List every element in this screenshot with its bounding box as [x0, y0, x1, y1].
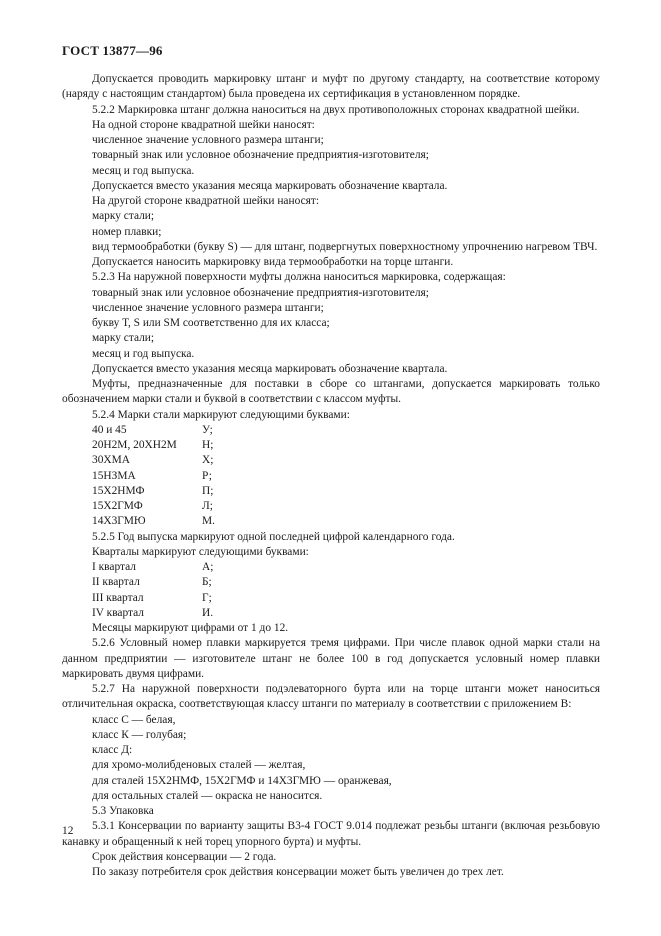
list-item: товарный знак или условное обозначение предприятия-изготовителя;: [92, 149, 429, 162]
paragraph: Месяцы маркируют цифрами от 1 до 12.: [92, 622, 289, 634]
paragraph: На одной стороне квадратной шейки наносят:: [92, 118, 315, 131]
paragraph: 5.2.5 Год выпуска маркируют одной последней цифрой календарного года.: [92, 530, 455, 543]
page-number: 12: [62, 825, 74, 837]
paragraph: Срок действия консервации — 2 года.: [92, 850, 277, 863]
paragraph: 5.2.4 Марки стали маркируют следующими буквами:: [92, 408, 350, 421]
section-heading: 5.3 Упаковка: [92, 805, 154, 817]
quarter-label: II квартал: [92, 576, 140, 589]
paragraph: 5.2.3 На наружной поверхности муфты должна наноситься маркировка, содержащая:: [92, 271, 506, 284]
table-row: [62, 591, 600, 606]
steel-grade: 15Х2ГМФ: [92, 500, 143, 512]
list-item: месяц и год выпуска.: [92, 164, 195, 177]
paragraph: Допускается проводить маркировку штанг и муфт по другому стандарту, на соответствие которому (наряду с настоящим стандартом) была проведена их сертификация в установленном порядке.: [62, 73, 600, 101]
table-row: [62, 484, 600, 499]
steel-grade: 15Х2НМФ: [92, 484, 145, 497]
table-row: [62, 575, 600, 590]
steel-grade: 20Н2М, 20ХН2М: [92, 439, 177, 451]
table-row: [62, 606, 600, 621]
steel-grade: 14Х3ГМЮ: [92, 515, 146, 528]
table-row: [62, 514, 600, 529]
quarter-label: IV квартал: [92, 606, 144, 619]
paragraph: По заказу потребителя срок действия консервации может быть увеличен до трех лет.: [92, 866, 504, 878]
paragraph: 5.3.1 Консервации по варианту защиты В3-4 ГОСТ 9.014 подлежат резьбы штанги (включая резьбовую канавку и обращенный к ней торец упорного бурта) и муфты.: [62, 820, 600, 848]
list-item: класс К — голубая;: [92, 728, 187, 741]
paragraph: Муфты, предназначенные для поставки в сборе со штангами, допускается маркировать только обозначением марки стали и буквой в соответствии с классом муфты.: [62, 378, 600, 406]
table-row: [62, 499, 600, 514]
standard-header: ГОСТ 13877—96: [62, 43, 163, 58]
quarter-label: I квартал: [92, 561, 136, 573]
steel-grade: 40 и 45: [92, 423, 127, 436]
paragraph: Допускается наносить маркировку вида термообработки на торце штанги.: [92, 256, 454, 268]
steel-grade: 15НЗМА: [92, 469, 136, 482]
paragraph: Допускается вместо указания месяца маркировать обозначение квартала.: [92, 362, 448, 375]
quarter-code: А;: [202, 561, 214, 573]
list-item: для остальных сталей — окраска не наносится.: [92, 789, 323, 802]
table-row: [62, 423, 600, 438]
paragraph: На другой стороне квадратной шейки наносят:: [92, 195, 320, 207]
steel-grade: 30ХМА: [92, 454, 130, 467]
quarter-label: III квартал: [92, 591, 144, 604]
list-item: класс Д:: [92, 744, 133, 756]
steel-grade-table: [62, 423, 600, 530]
steel-code: Р;: [202, 469, 212, 482]
table-row: [62, 438, 600, 453]
steel-code: У;: [202, 423, 213, 436]
list-item: букву Т, S или SM соответственно для их класса;: [92, 317, 330, 329]
paragraph: 5.2.7 На наружной поверхности подэлеваторного бурта или на торце штанги может наноситься отличительная окраска, соответствующая классу штанги по материалу в соответствии с приложением В:: [62, 683, 600, 711]
list-item: численное значение условного размера штанги;: [92, 301, 324, 314]
list-item: товарный знак или условное обозначение предприятия-изготовителя;: [92, 286, 429, 299]
list-item: марку стали;: [92, 332, 155, 345]
list-item: класс С — белая,: [92, 713, 176, 726]
list-item: номер плавки;: [92, 225, 162, 238]
steel-code: Х;: [202, 454, 214, 467]
steel-code: Л;: [202, 500, 213, 512]
paragraph: вид термообработки (букву S) — для штанг, подвергнутых поверхностному упрочнению нагревом ТВЧ.: [92, 240, 598, 253]
quarter-code: И.: [202, 606, 214, 619]
steel-code: Н;: [202, 439, 214, 451]
quarter-code: Б;: [202, 576, 212, 589]
table-row: [62, 469, 600, 484]
paragraph: 5.2.2 Маркировка штанг должна наноситься на двух противоположных сторонах квадратной шейки.: [92, 103, 580, 116]
table-row: [62, 453, 600, 468]
table-row: [62, 560, 600, 575]
steel-code: П;: [202, 484, 214, 497]
quarter-table: [62, 560, 600, 621]
paragraph: 5.2.6 Условный номер плавки маркируется тремя цифрами. При числе плавок одной марки стали на данном предприятии — изготовителе штанг не более 100 в год допускается условный номер плавки маркировать двумя цифрами.: [62, 637, 600, 680]
list-item: месяц и год выпуска.: [92, 347, 195, 360]
paragraph: Допускается вместо указания месяца маркировать обозначение квартала.: [92, 179, 448, 192]
list-item: для хромо-молибденовых сталей — желтая,: [92, 759, 306, 772]
paragraph: Кварталы маркируют следующими буквами:: [92, 545, 309, 558]
document-body: [62, 72, 600, 880]
quarter-code: Г;: [202, 591, 212, 604]
steel-code: М.: [202, 515, 215, 528]
list-item: марку стали;: [92, 210, 155, 223]
list-item: для сталей 15Х2НМФ, 15Х2ГМФ и 14Х3ГМЮ — оранжевая,: [92, 774, 392, 787]
list-item: численное значение условного размера штанги;: [92, 134, 324, 146]
